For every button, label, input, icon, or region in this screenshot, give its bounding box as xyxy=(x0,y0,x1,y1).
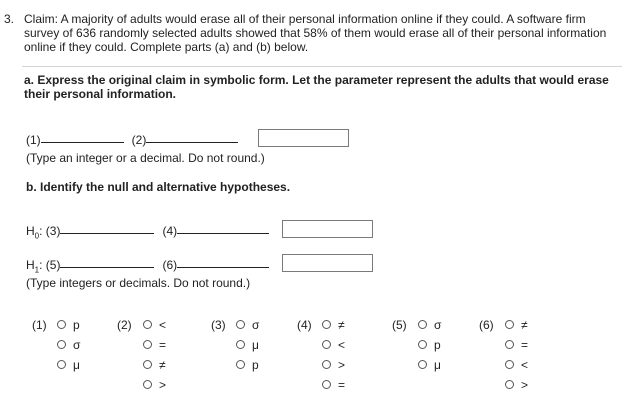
group-6-option[interactable]: ≠ xyxy=(505,318,528,332)
radio-icon[interactable] xyxy=(143,320,152,329)
group-3-label: (3) xyxy=(211,318,226,332)
radio-icon[interactable] xyxy=(322,340,331,349)
value-input-a[interactable] xyxy=(258,129,349,147)
divider xyxy=(22,66,622,67)
h1-symbol: $H_1$ xyxy=(26,258,40,275)
radio-icon[interactable] xyxy=(57,340,66,349)
part-a-answer-row xyxy=(26,133,238,147)
h1-row xyxy=(26,258,269,274)
radio-icon[interactable] xyxy=(505,380,514,389)
question-number: 3. xyxy=(4,12,15,26)
claim-text: Claim: A majority of adults would erase all of their personal information online if they could. A software firm survey of 636 randomly selected adults showed that 58% of them would erase all of their personal information online if they could. Complete parts (a) and (b) below. xyxy=(24,12,607,54)
group-3-option[interactable]: p xyxy=(236,358,259,372)
blank-2-label: (2) xyxy=(131,133,147,147)
blank-2-dropdown[interactable] xyxy=(146,142,238,143)
group-4-option[interactable]: = xyxy=(322,378,345,392)
blank-1-label: (1) xyxy=(26,133,41,147)
group-6-option[interactable]: > xyxy=(505,378,528,392)
group-5-option[interactable]: σ xyxy=(418,318,441,332)
radio-icon[interactable] xyxy=(418,360,427,369)
group-5-label: (5) xyxy=(392,318,407,332)
value-input-h0[interactable] xyxy=(282,220,373,238)
radio-icon[interactable] xyxy=(322,380,331,389)
group-4-option[interactable]: < xyxy=(322,338,345,352)
radio-icon[interactable] xyxy=(505,360,514,369)
radio-icon[interactable] xyxy=(57,360,66,369)
group-1-label: (1) xyxy=(32,318,47,332)
radio-icon[interactable] xyxy=(236,340,245,349)
radio-icon[interactable] xyxy=(236,360,245,369)
radio-icon[interactable] xyxy=(143,360,152,369)
group-2-label: (2) xyxy=(117,318,132,332)
blank-4-dropdown[interactable] xyxy=(177,233,269,234)
group-2-option[interactable]: ≠ xyxy=(143,358,166,372)
part-b-instruction: b. Identify the null and alternative hypotheses. xyxy=(26,180,291,194)
group-2-option[interactable]: < xyxy=(143,318,166,332)
blank-5-dropdown[interactable] xyxy=(60,267,154,268)
group-1-option[interactable]: p xyxy=(57,318,80,332)
group-6-option[interactable]: < xyxy=(505,358,528,372)
value-input-h1[interactable] xyxy=(282,254,373,272)
blank-4-label: (4) xyxy=(162,224,178,238)
blank-3-label: : (3) xyxy=(39,224,61,238)
part-b-hint: (Type integers or decimals. Do not round.) xyxy=(26,276,251,290)
h0-symbol: $H_0$ xyxy=(26,224,40,241)
group-4-label: (4) xyxy=(297,318,312,332)
radio-icon[interactable] xyxy=(322,320,331,329)
group-2-option[interactable]: = xyxy=(143,338,166,352)
radio-icon[interactable] xyxy=(505,340,514,349)
radio-icon[interactable] xyxy=(236,320,245,329)
group-4-option[interactable]: > xyxy=(322,358,345,372)
part-a-hint: (Type an integer or a decimal. Do not round.) xyxy=(26,151,265,165)
radio-icon[interactable] xyxy=(143,340,152,349)
blank-1-dropdown[interactable] xyxy=(41,142,124,143)
group-2-option[interactable]: > xyxy=(143,378,166,392)
blank-5-label: : (5) xyxy=(39,258,61,272)
radio-icon[interactable] xyxy=(57,320,66,329)
radio-icon[interactable] xyxy=(418,340,427,349)
blank-6-dropdown[interactable] xyxy=(177,267,269,268)
group-5-option[interactable]: μ xyxy=(418,358,441,372)
radio-icon[interactable] xyxy=(418,320,427,329)
group-1-option[interactable]: μ xyxy=(57,358,80,372)
h0-row xyxy=(26,224,269,240)
group-5-option[interactable]: p xyxy=(418,338,441,352)
blank-3-dropdown[interactable] xyxy=(60,233,154,234)
group-6-option[interactable]: = xyxy=(505,338,528,352)
part-a-instruction: a. Express the original claim in symbolic form. Let the parameter represent the adults that would erase their personal information. xyxy=(24,73,609,101)
group-4-option[interactable]: ≠ xyxy=(322,318,345,332)
group-3-option[interactable]: σ xyxy=(236,318,259,332)
radio-icon[interactable] xyxy=(143,380,152,389)
radio-icon[interactable] xyxy=(322,360,331,369)
group-6-label: (6) xyxy=(479,318,494,332)
blank-6-label: (6) xyxy=(162,258,178,272)
group-3-option[interactable]: μ xyxy=(236,338,259,352)
group-1-option[interactable]: σ xyxy=(57,338,80,352)
radio-icon[interactable] xyxy=(505,320,514,329)
